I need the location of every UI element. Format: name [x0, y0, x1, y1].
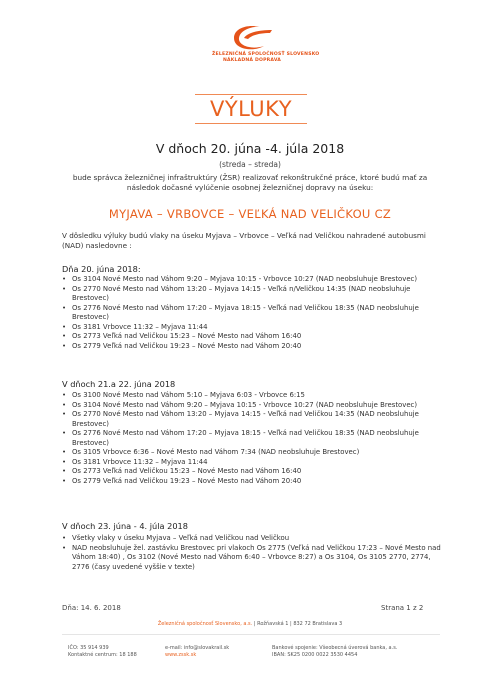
company-logo: [212, 22, 320, 64]
logo-icon: [230, 22, 274, 52]
list-item: • Všetky vlaky v úseku Myjava – Veľká nad Veličkou nad Veličkou: [62, 534, 442, 544]
period-heading: V dňoch 20. júna -4. júla 2018: [155, 141, 345, 156]
list-item: • Os 3181 Vrbovce 11:32 – Myjava 11:44: [62, 323, 442, 333]
footer-ids: [68, 645, 137, 659]
description-text: [62, 231, 442, 251]
iban: IBAN: SK25 0200 0022 3530 4454: [272, 652, 358, 658]
list-item: • Os 3104 Nové Mesto nad Váhom 9:20 – Myjava 10:15 - Vrbovce 10:27 (NAD neobsluhuje Brestovec): [62, 401, 442, 411]
intro-text: bude správca železničnej infraštruktúry (ŽSR) realizovať rekonštrukčné práce, ktoré budú mať za následok dočasné vylúčenie osobnej železničnej dopravy na úseku:: [72, 173, 428, 192]
list-item: • Os 3100 Nové Mesto nad Váhom 5:10 – Myjava 6:03 - Vrbovce 6:15: [62, 391, 442, 401]
ico: IČO: 35 914 939: [68, 645, 109, 651]
page-number: Strana 1 z 2: [381, 604, 424, 612]
train-list: [62, 275, 442, 351]
list-item: • Os 2773 Veľká nad Veličkou 15:23 – Nové Mesto nad Váhom 16:40: [62, 467, 442, 477]
company-line: [0, 621, 500, 627]
section-title: Dňa 20. júna 2018:: [62, 264, 141, 274]
page-title: VÝLUKY: [195, 94, 307, 124]
logo-text-line1: ŽELEZNIČNÁ SPOLOČNOSŤ SLOVENSKO: [212, 52, 320, 57]
train-list: [62, 391, 442, 486]
footer-divider: [62, 634, 440, 635]
description-prefix: V dôsledku výluky budú vlaky na úseku: [62, 231, 206, 240]
company-address: | Rožňavská 1 | 832 72 Bratislava 3: [252, 621, 343, 627]
section-title: V dňoch 23. júna - 4. júla 2018: [62, 521, 188, 531]
section-title: V dňoch 21.a 22. júna 2018: [62, 379, 176, 389]
company-name: Železničná spoločnosť Slovensko, a.s.: [157, 621, 253, 627]
train-list: [62, 534, 442, 572]
list-item: • Os 2770 Nové Mesto nad Váhom 13:20 – Myjava 14:15 - Veľká n/Veličkou 14:35 (NAD neobsluhuje Brestovec): [62, 285, 442, 304]
list-item: • NAD neobsluhuje žel. zastávku Brestovec pri vlakoch Os 2775 (Veľká nad Veličkou 17:23 – Nové Mesto nad Váhom 18:40) , Os 3102 (Nové Mesto nad Váhom 6:40 – Vrbovce 8:27) a Os 3104, Os 3105 2770, 2774, 2776 (časy uvedené vyššie v texte): [62, 544, 442, 573]
description-suffix: nahradené autobusmi (NAD) nasledovne :: [62, 231, 426, 250]
footer-bank: [272, 645, 397, 659]
document-date: Dňa: 14. 6. 2018: [62, 604, 121, 612]
list-item: • Os 3104 Nové Mesto nad Váhom 9:20 – Myjava 10:15 - Vrbovce 10:27 (NAD neobsluhuje Brestovec): [62, 275, 442, 285]
list-item: • Os 2770 Nové Mesto nad Váhom 13:20 – Myjava 14:15 - Veľká nad Veličkou 14:35 (NAD neobsluhuje Brestovec): [62, 410, 442, 429]
list-item: • Os 3181 Vrbovce 11:32 – Myjava 11:44: [62, 458, 442, 468]
logo-text-line2: NÁKLADNÁ DOPRAVA: [222, 58, 282, 63]
list-item: • Os 2776 Nové Mesto nad Váhom 17:20 – Myjava 18:15 - Veľká nad Veličkou 18:35 (NAD neobsluhuje Brestovec): [62, 429, 442, 448]
list-item: • Os 2779 Veľká nad Veličkou 19:23 – Nové Mesto nad Váhom 20:40: [62, 477, 442, 487]
days-heading: (streda – streda): [219, 160, 281, 169]
list-item: • Os 2773 Veľká nad Veličkou 15:23 – Nové Mesto nad Váhom 16:40: [62, 332, 442, 342]
footer-contact: [165, 645, 229, 659]
route-heading: MYJAVA – VRBOVCE – VEĽKÁ NAD VELIČKOU CZ: [108, 207, 392, 221]
contact-center: Kontaktné centrum: 18 188: [68, 652, 137, 658]
list-item: • Os 2779 Veľká nad Veličkou 19:23 – Nové Mesto nad Váhom 20:40: [62, 342, 442, 352]
description-section: Myjava – Vrbovce – Veľká nad Veličkou: [205, 231, 345, 240]
bank-info: Bankové spojenie: Všeobecná úverová banka, a.s.: [272, 645, 398, 651]
web-link[interactable]: www.zssk.sk: [165, 652, 197, 658]
email-link[interactable]: e-mail: info@slovakrail.sk: [165, 645, 230, 651]
list-item: • Os 3105 Vrbovce 6:36 – Nové Mesto nad Váhom 7:34 (NAD neobsluhuje Brestovec): [62, 448, 442, 458]
list-item: • Os 2776 Nové Mesto nad Váhom 17:20 – Myjava 18:15 - Veľká nad Veličkou 18:35 (NAD neobsluhuje Brestovec): [62, 304, 442, 323]
